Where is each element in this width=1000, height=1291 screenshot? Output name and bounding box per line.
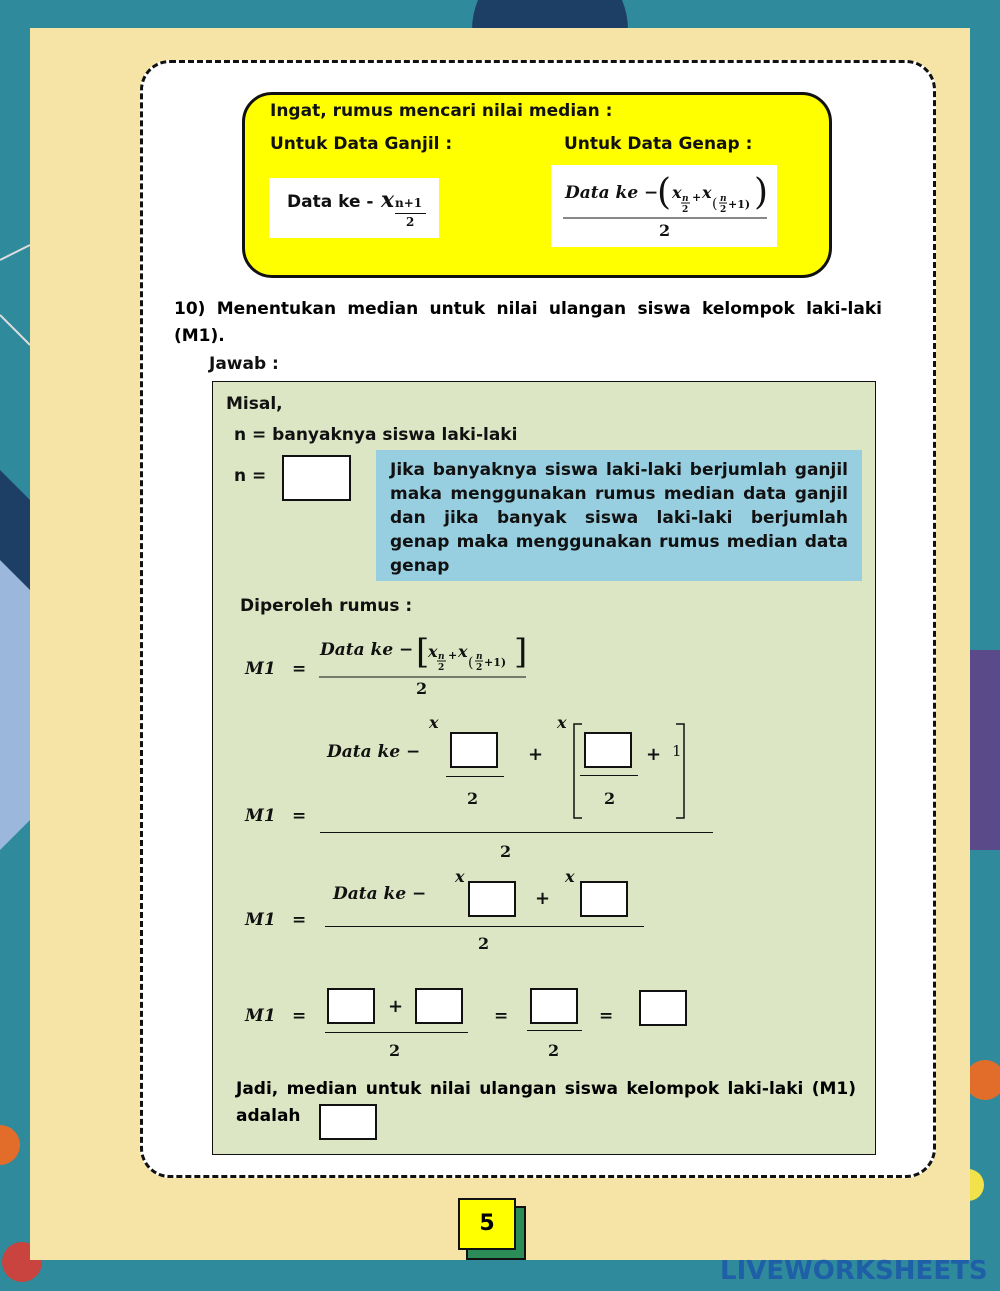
svg-text:): )	[754, 172, 769, 213]
even-formula	[555, 168, 775, 246]
svg-text:2: 2	[659, 221, 671, 240]
den-2b: 2	[604, 789, 616, 808]
den-4a: 2	[389, 1041, 401, 1060]
odd-formula-prefix: Data ke -	[287, 192, 374, 212]
odd-data-label: Untuk Data Ganjil :	[270, 134, 453, 154]
question-10	[174, 296, 882, 350]
svg-text:(: (	[657, 172, 672, 213]
fraction-line-4a	[325, 1032, 468, 1033]
svg-text:+1): +1)	[728, 198, 751, 211]
plus-4: +	[388, 996, 404, 1017]
value-input-box-4a[interactable]	[327, 988, 375, 1024]
plus-2b: +	[646, 744, 662, 765]
svg-text:[: [	[416, 632, 430, 672]
conclusion: Jadi, median untuk nilai ulangan siswa kelompok laki-laki (M1) adalah	[236, 1079, 856, 1126]
fraction-line-2b	[580, 775, 638, 776]
svg-text:+1): +1)	[484, 656, 507, 669]
even-data-label: Untuk Data Genap :	[564, 134, 753, 154]
m1-label-2: M1	[245, 806, 276, 826]
den-2a: 2	[467, 789, 479, 808]
one-2: 1	[672, 742, 682, 760]
index-input-box-3b[interactable]	[580, 881, 628, 917]
misal-label: Misal,	[226, 394, 283, 414]
final-median-answer-box[interactable]	[319, 1104, 377, 1140]
svg-text:2: 2	[720, 205, 727, 215]
svg-text:+: +	[448, 649, 458, 662]
x-var-2b: x	[557, 713, 567, 732]
liveworksheets-logo: LIVEWORKSHEETS	[720, 1256, 988, 1286]
n-answer-box[interactable]	[282, 455, 351, 501]
equals-3: =	[292, 910, 307, 930]
fraction-line-4b	[527, 1030, 582, 1031]
x-var-3a: x	[455, 867, 465, 886]
svg-text:(: (	[712, 196, 718, 212]
m1-label-3: M1	[245, 910, 276, 930]
median-result-box[interactable]	[639, 990, 687, 1026]
sum-input-box-4[interactable]	[530, 988, 578, 1024]
n-equals-label: n =	[234, 466, 267, 486]
svg-text:n: n	[438, 652, 445, 662]
plus-3: +	[535, 888, 551, 909]
plus-2: +	[528, 744, 544, 765]
n-definition: n = banyaknya siswa laki-laki	[234, 425, 518, 445]
svg-text:]: ]	[514, 632, 528, 672]
data-ke-3: Data ke −	[333, 884, 427, 904]
reminder-title: Ingat, rumus mencari nilai median :	[270, 101, 613, 121]
svg-text:x: x	[458, 642, 468, 661]
index-input-box-3a[interactable]	[468, 881, 516, 917]
n-input-box-2a[interactable]	[450, 732, 498, 768]
m1-label-1: M1	[245, 659, 276, 679]
equals-4b: =	[494, 1006, 509, 1026]
svg-text:2: 2	[682, 205, 689, 215]
svg-text:n: n	[682, 194, 689, 204]
svg-text:2: 2	[438, 663, 445, 673]
svg-text:(: (	[468, 655, 474, 671]
derived-formula-label: Diperoleh rumus :	[240, 596, 413, 616]
svg-text:n: n	[476, 652, 483, 662]
answer-label: Jawab :	[209, 354, 279, 374]
svg-text:x: x	[428, 642, 438, 661]
odd-formula-num: n+1	[395, 196, 423, 210]
equals-2: =	[292, 806, 307, 826]
fraction-line-2a	[446, 776, 504, 777]
svg-text:n: n	[720, 194, 727, 204]
question-text: Menentukan median untuk nilai ulangan siswa kelompok laki-laki (M1).	[174, 299, 882, 346]
equals-4c: =	[599, 1006, 614, 1026]
odd-formula-var: x	[381, 187, 395, 213]
svg-text:Data ke −: Data ke −	[320, 640, 414, 660]
m1-label-4: M1	[245, 1006, 276, 1026]
odd-formula-fraction-line	[395, 213, 426, 214]
svg-text:2: 2	[476, 663, 483, 673]
page-number: 5	[458, 1198, 516, 1250]
den-4b: 2	[548, 1041, 560, 1060]
value-input-box-4b[interactable]	[415, 988, 463, 1024]
question-number: 10)	[174, 299, 206, 319]
m1-general-formula	[316, 625, 531, 700]
x-var-3b: x	[565, 867, 575, 886]
svg-text:2: 2	[416, 679, 428, 698]
odd-formula-den: 2	[406, 215, 415, 229]
parity-note: Jika banyaknya siswa laki-laki berjumlah ganjil maka menggunakan rumus median data ganjil dan jika banyak siswa laki-laki berjumlah genap maka menggunakan rumus median data genap	[376, 450, 862, 581]
svg-text:x: x	[672, 183, 682, 202]
main-fraction-line-3	[325, 926, 644, 927]
n-input-box-2b[interactable]	[584, 732, 632, 768]
svg-text:x: x	[702, 183, 712, 202]
equals-4: =	[292, 1006, 307, 1026]
main-den-2: 2	[500, 842, 512, 861]
main-den-3: 2	[478, 934, 490, 953]
svg-text:+: +	[692, 191, 702, 204]
data-ke-2: Data ke −	[327, 742, 421, 762]
x-var-2a: x	[429, 713, 439, 732]
main-fraction-line-2	[320, 832, 713, 833]
equals-1: =	[292, 659, 307, 679]
svg-text:Data ke −: Data ke −	[565, 183, 659, 203]
